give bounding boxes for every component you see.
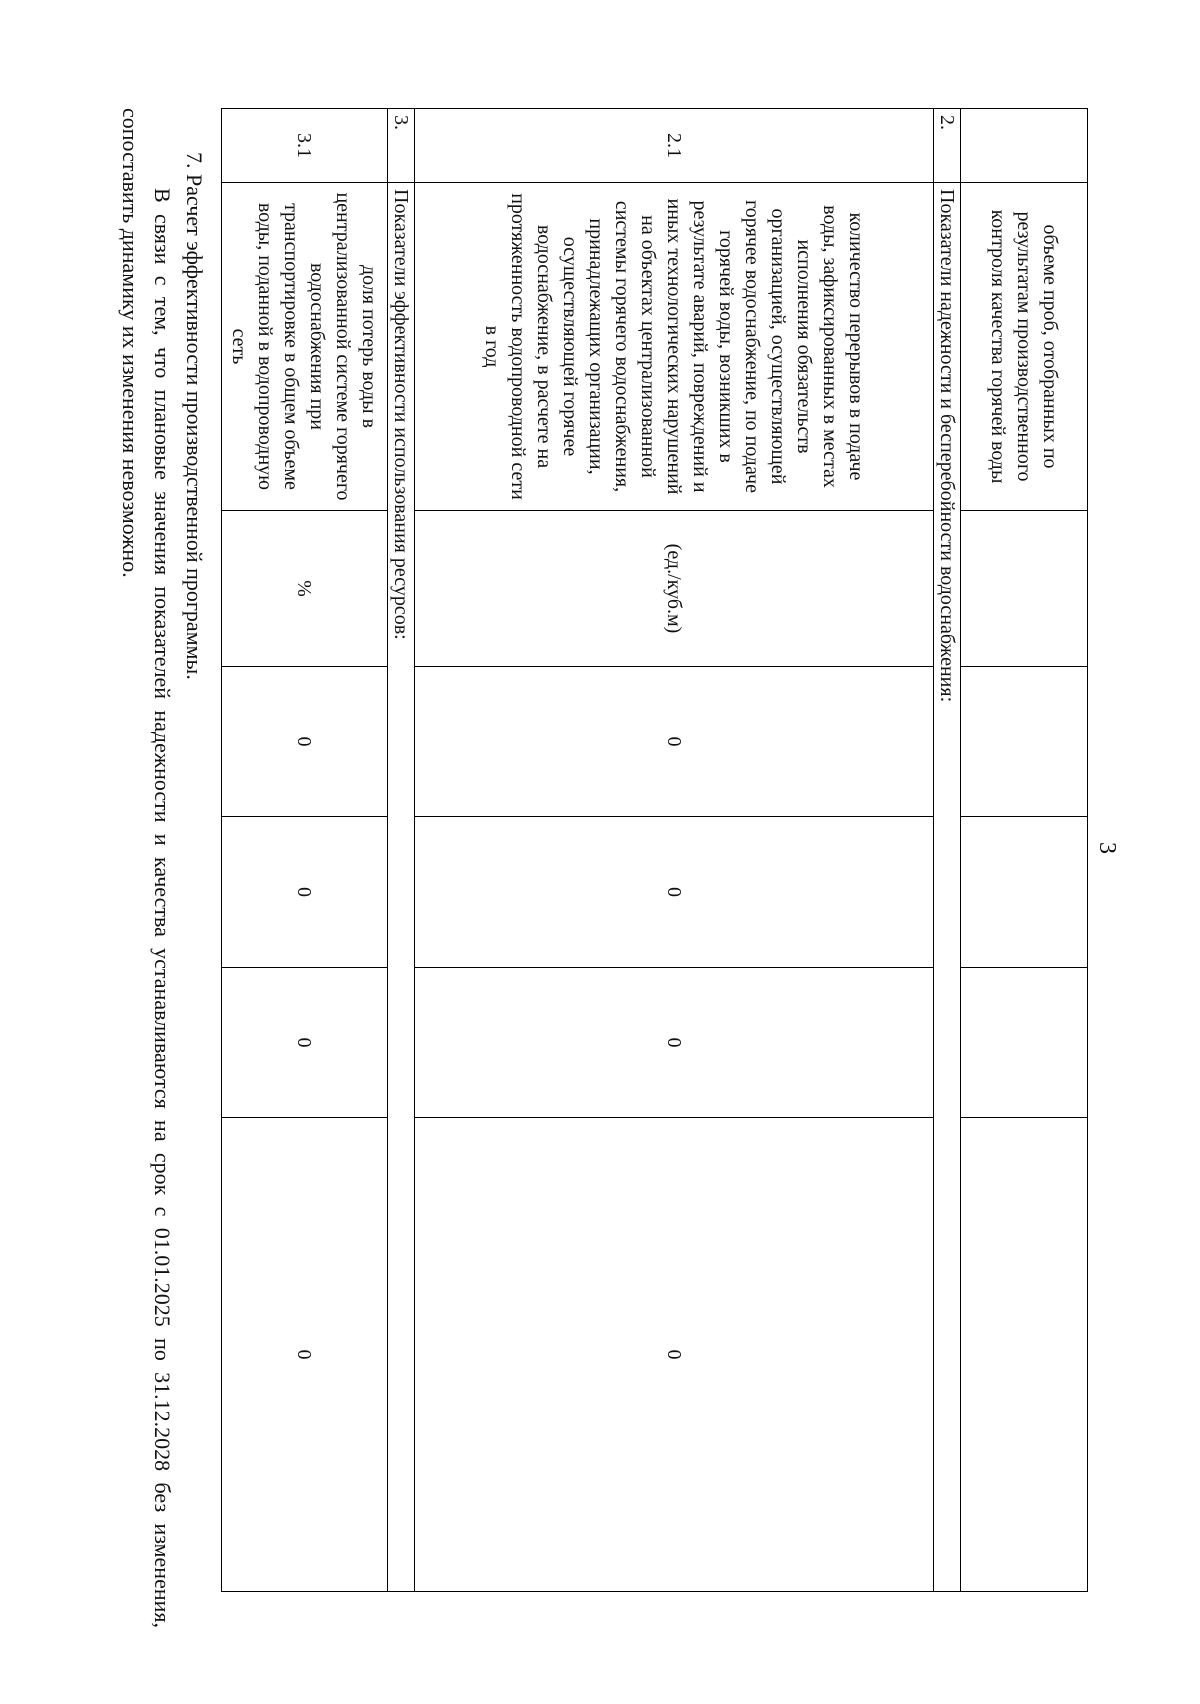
value-cell: 0 [222,1118,388,1592]
section-title: Показатели надежности и бесперебойности водоснабжения: [934,183,961,1592]
value-cell: 0 [415,817,934,968]
indicator-cell: количество перерывов в подаче воды, зафиксированных в местах исполнения обязательств организацией, осуществляющей горячее водоснабжение, по подаче горячей воды, возникших в результате аварий, повреждений и иных технологических нарушений на объектах централизованной системы горячего водоснабжения, принадлежащих организации, осуществляющей горячее водоснабжение, в расчете на протяженность водопроводной сети в год [415,183,934,511]
page-number: 3 [1094,842,1120,854]
value-cell: 0 [415,968,934,1118]
section-number: 3. [388,109,415,183]
body-text [114,108,210,1628]
indicators-table [221,108,1088,1592]
unit-cell: (ед./куб.м) [415,511,934,667]
indicator-cell: доля потерь воды в централизованной системе горячего водоснабжения при транспортировке в общем объеме воды, поданной в водопроводную сеть [222,183,388,511]
value-cell: 0 [415,1118,934,1592]
paragraph: В связи с тем, что плановые значения показателей надежности и качества устанавливаются на срок с 01.01.2025 по 31.12.2028 без изменения, сопоставить динамику их изменения невозможно. [118,108,175,1628]
section-header-row [934,109,961,1592]
value-cell: 0 [415,667,934,817]
table-row [222,109,388,1592]
section-heading: 7. Расчет эффективности производственной программы. [182,152,207,680]
table-row [415,109,934,1592]
row-number: 2.1 [415,109,934,183]
row-number: 3.1 [222,109,388,183]
indicator-cell: объеме проб, отобранных по результатам производственного контроля качества горячей воды [961,183,1088,511]
value-cell: 0 [222,817,388,968]
section-header-row [388,109,415,1592]
value-cell: 0 [222,667,388,817]
section-title: Показатели эффективности использования ресурсов: [388,183,415,1592]
row-number-cell [961,109,1088,183]
unit-cell: % [222,511,388,667]
section-number: 2. [934,109,961,183]
value-cell: 0 [222,968,388,1118]
table-row [961,109,1088,1592]
